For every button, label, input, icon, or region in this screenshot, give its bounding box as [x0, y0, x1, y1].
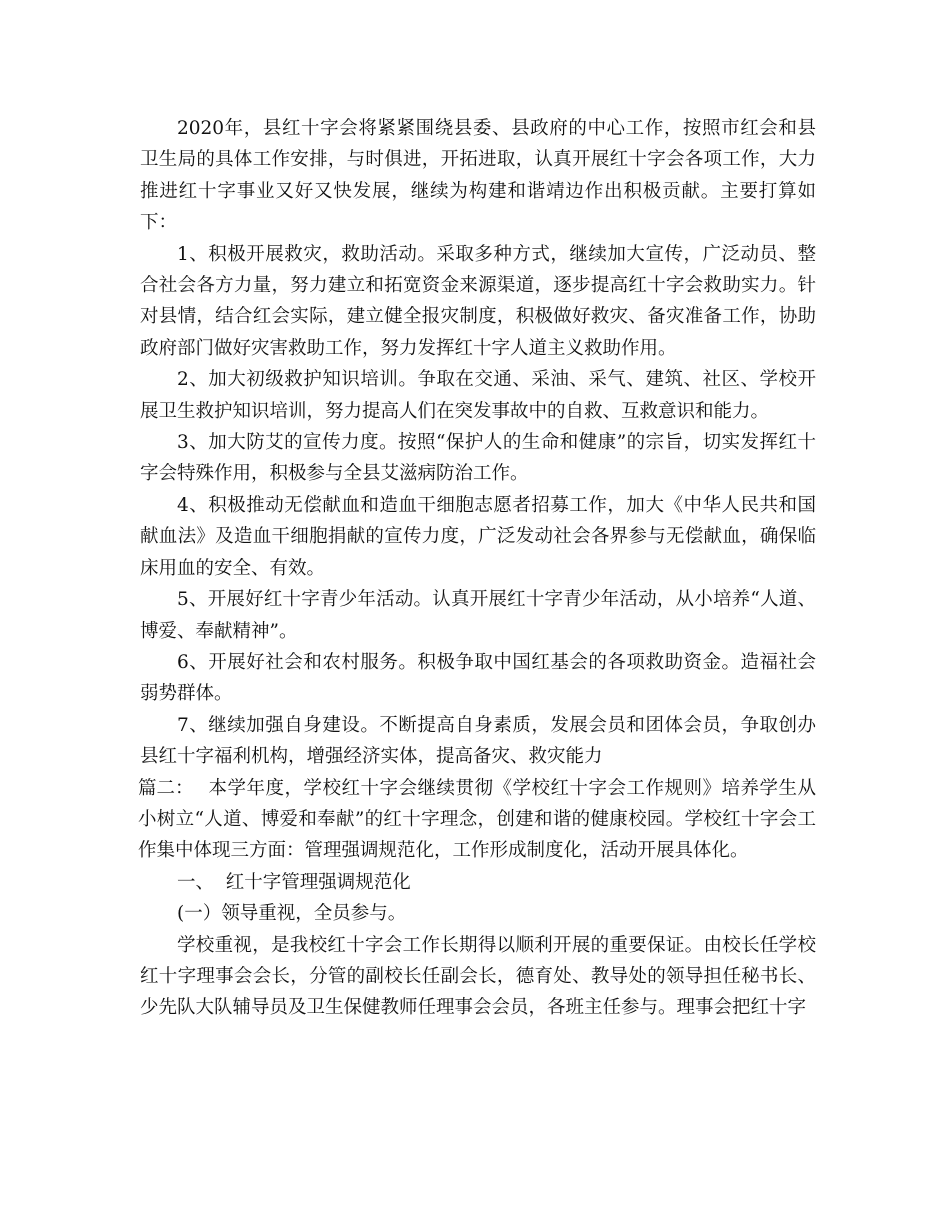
part-two-text: 本学年度，学校红十字会继续贯彻《学校红十字会工作规则》培养学生从小树立“人道、博爱和奉献”的红十字理念，创建和谐的健康校园。学校红十字会工作集中体现三方面：管理强调规范化，工作形成制度化，活动开展具体化。 [138, 777, 816, 862]
subsection-heading-1-1: (一）领导重视，全员参与。 [177, 903, 407, 925]
paragraph-item-4: 4、积极推动无偿献血和造血干细胞志愿者招募工作，加大《中华人民共和国献血法》及造血干细胞捐献的宣传力度，广泛发动社会各界参与无偿献血，确保临床用血的安全、有效。 [140, 494, 816, 579]
paragraph-item-5: 5、开展好红十字青少年活动。认真开展红十字青少年活动，从小培养“人道、博爱、奉献精神”。 [140, 589, 816, 642]
document-body [140, 113, 816, 1024]
paragraph-item-1: 1、积极开展救灾，救助活动。采取多种方式，继续加大宣传，广泛动员、整合社会各方力量，努力建立和拓宽资金来源渠道，逐步提高红十字会救助实力。针对县情，结合红会实际，建立健全报灾制度，积极做好救灾、备灾准备工作，协助政府部门做好灾害救助工作，努力发挥红十字人道主义救助作用。 [140, 243, 816, 359]
paragraph-item-3: 3、加大防艾的宣传力度。按照“保护人的生命和健康”的宗旨，切实发挥红十字会特殊作用，积极参与全县艾滋病防治工作。 [140, 432, 816, 485]
paragraph-item-2: 2、加大初级救护知识培训。争取在交通、采油、采气、建筑、社区、学校开展卫生救护知识培训，努力提高人们在突发事故中的自救、互救意识和能力。 [140, 369, 816, 422]
paragraph-intro: 2020年，县红十字会将紧紧围绕县委、县政府的中心工作，按照市红会和县卫生局的具体工作安排，与时俱进，开拓进取，认真开展红十字会各项工作，大力推进红十字事业又好又快发展，继续为构建和谐靖边作出积极贡献。主要打算如下： [140, 118, 816, 234]
paragraph-item-7: 7、继续加强自身建设。不断提高自身素质，发展会员和团体会员，争取创办县红十字福利机构，增强经济实体，提高备灾、救灾能力 [140, 714, 816, 768]
paragraph-leadership: 学校重视，是我校红十字会工作长期得以顺利开展的重要保证。由校长任学校红十字理事会会长，分管的副校长任副会长，德育处、教导处的领导担任秘书长、少先队大队辅导员及卫生保健教师任理事会会员，各班主任参与。理事会把红十字 [140, 934, 816, 1019]
section-heading-1: 一、 红十字管理强调规范化 [177, 871, 411, 893]
part-two-label: 篇二： [138, 777, 194, 799]
paragraph-item-6: 6、开展好社会和农村服务。积极争取中国红基会的各项救助资金。造福社会弱势群体。 [140, 651, 816, 705]
part-two-paragraph [138, 773, 816, 867]
